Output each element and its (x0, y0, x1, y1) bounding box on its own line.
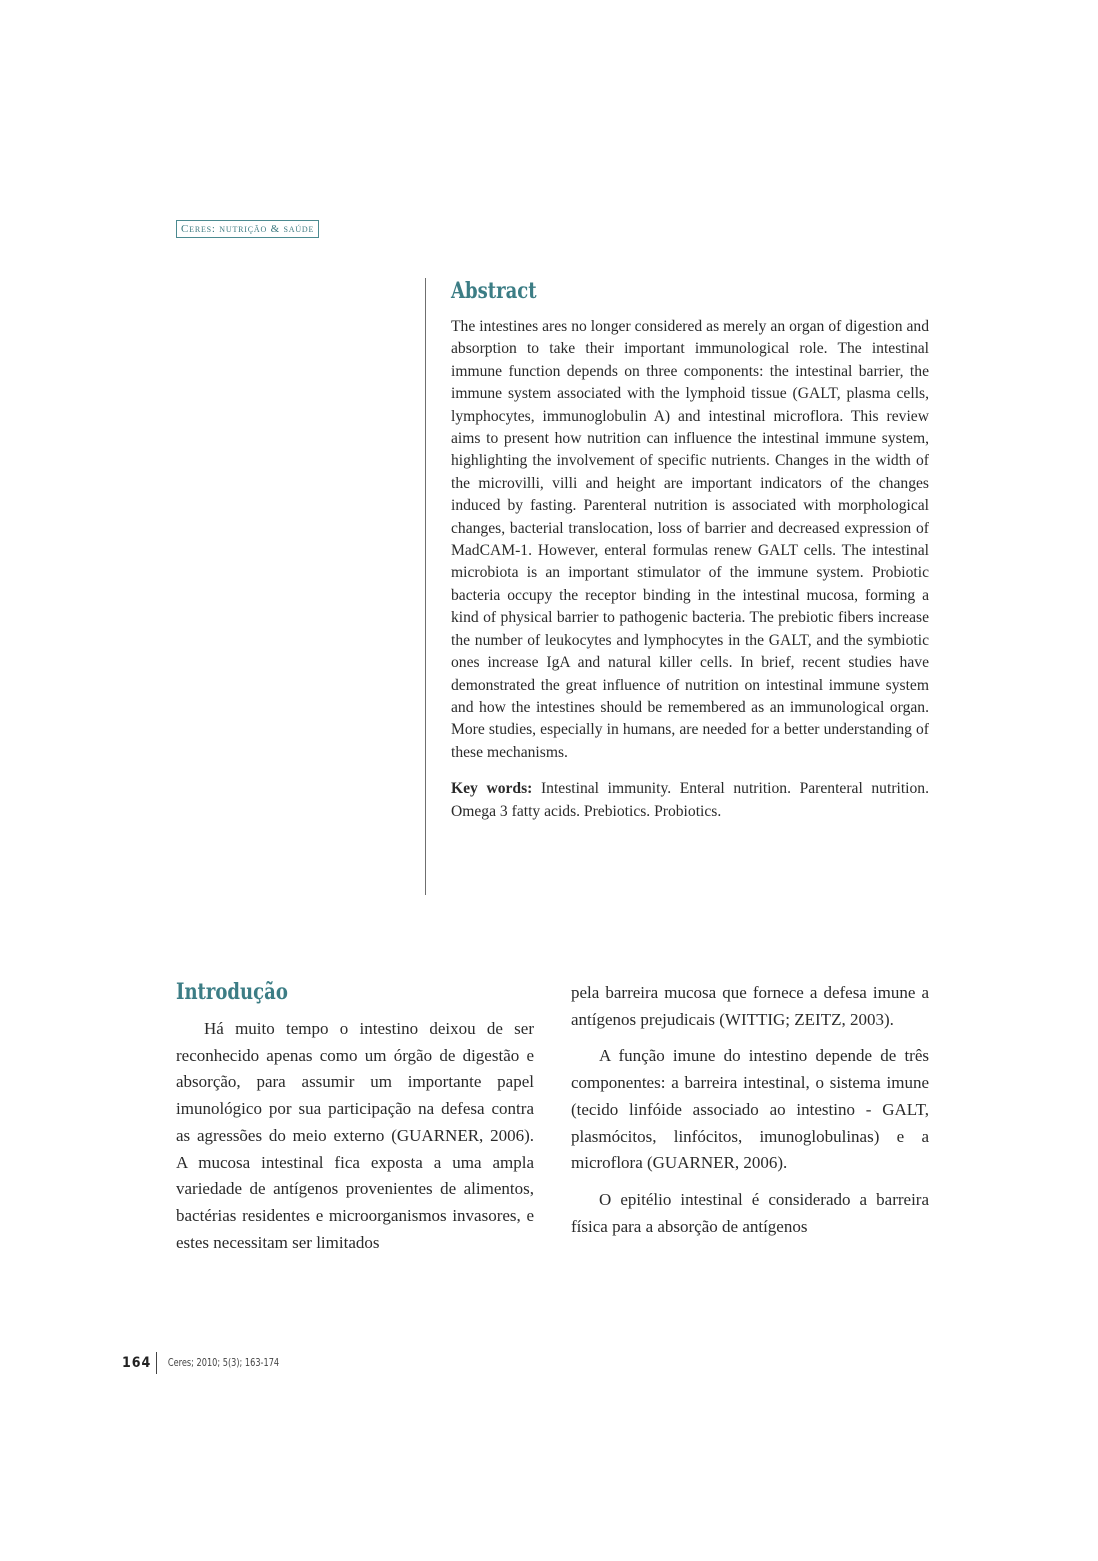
intro-paragraph-1: Há muito tempo o intestino deixou de ser reconhecido apenas como um órgão de digestão e absorção, para assumir um importante papel imunológico por sua participação na defesa contra as agressões do meio externo (GUARNER, 2006). A mucosa intestinal fica exposta a uma ampla variedade de antígenos provenientes de alimentos, bactérias residentes e microorganismos invasores, e estes necessitam ser limitados (176, 1019, 534, 1252)
keywords-label: Key words: (451, 780, 533, 798)
intro-paragraph-2: A função imune do intestino depende de três componentes: a barreira intestinal, o sistema imune (tecido linfóide associado ao intestino - GALT, plasmócitos, linfócitos, imunoglobulinas) e a microflora (GUARNER, 2006). (571, 1046, 929, 1173)
keywords-text: Intestinal immunity. Enteral nutrition. Parenteral nutrition. Omega 3 fatty acids. Prebiotics. Probiotics. (451, 780, 929, 820)
page-number: 164 (122, 1352, 157, 1374)
page-footer (122, 1350, 314, 1376)
intro-paragraph-3: O epitélio intestinal é considerado a barreira física para a absorção de antígenos (571, 1189, 929, 1236)
journal-citation: Ceres; 2010; 5(3); 163-174 (168, 1357, 280, 1369)
keywords (451, 778, 929, 823)
abstract-section (425, 278, 929, 895)
introduction-right-column (571, 980, 929, 1250)
journal-badge: Ceres: nutrição & saúde (176, 220, 319, 238)
intro-paragraph-continued: pela barreira mucosa que fornece a defesa imune a antígenos prejudicais (WITTIG; ZEITZ, 2003). (571, 983, 929, 1029)
abstract-body: The intestines ares no longer considered as merely an organ of digestion and absorption to take their important immunological role. The intestinal immune function depends on three components: the intestinal barrier, the immune system associated with the lymphoid tissue (GALT, plasma cells, lymphocytes, immunoglobulin A) and intestinal microflora. This review aims to present how nutrition can influence the intestinal immune system, highlighting the involvement of specific nutrients. Changes in the width of the microvilli, villi and height are important indicators of the changes induced by fasting. Parenteral nutrition is associated with morphological changes, bacterial translocation, loss of barrier and decreased expression of MadCAM-1. However, enteral formulas renew GALT cells. The intestinal microbiota is an important stimulator of the immune system. Probiotic bacteria occupy the receptor binding in the intestinal mucosa, forming a kind of physical barrier to pathogenic bacteria. The prebiotic fibers increase the number of leukocytes and lymphocytes in the GALT, and the symbiotic ones increase IgA and natural killer cells. In brief, recent studies have demonstrated the great influence of nutrition on intestinal immune system and how the intestines should be remembered as an immunological organ. More studies, especially in humans, are needed for a better understanding of these mechanisms. (451, 318, 929, 761)
introduction-left-column (176, 1016, 534, 1256)
introduction-title: Introdução (176, 979, 288, 1005)
abstract-title: Abstract (451, 278, 537, 304)
